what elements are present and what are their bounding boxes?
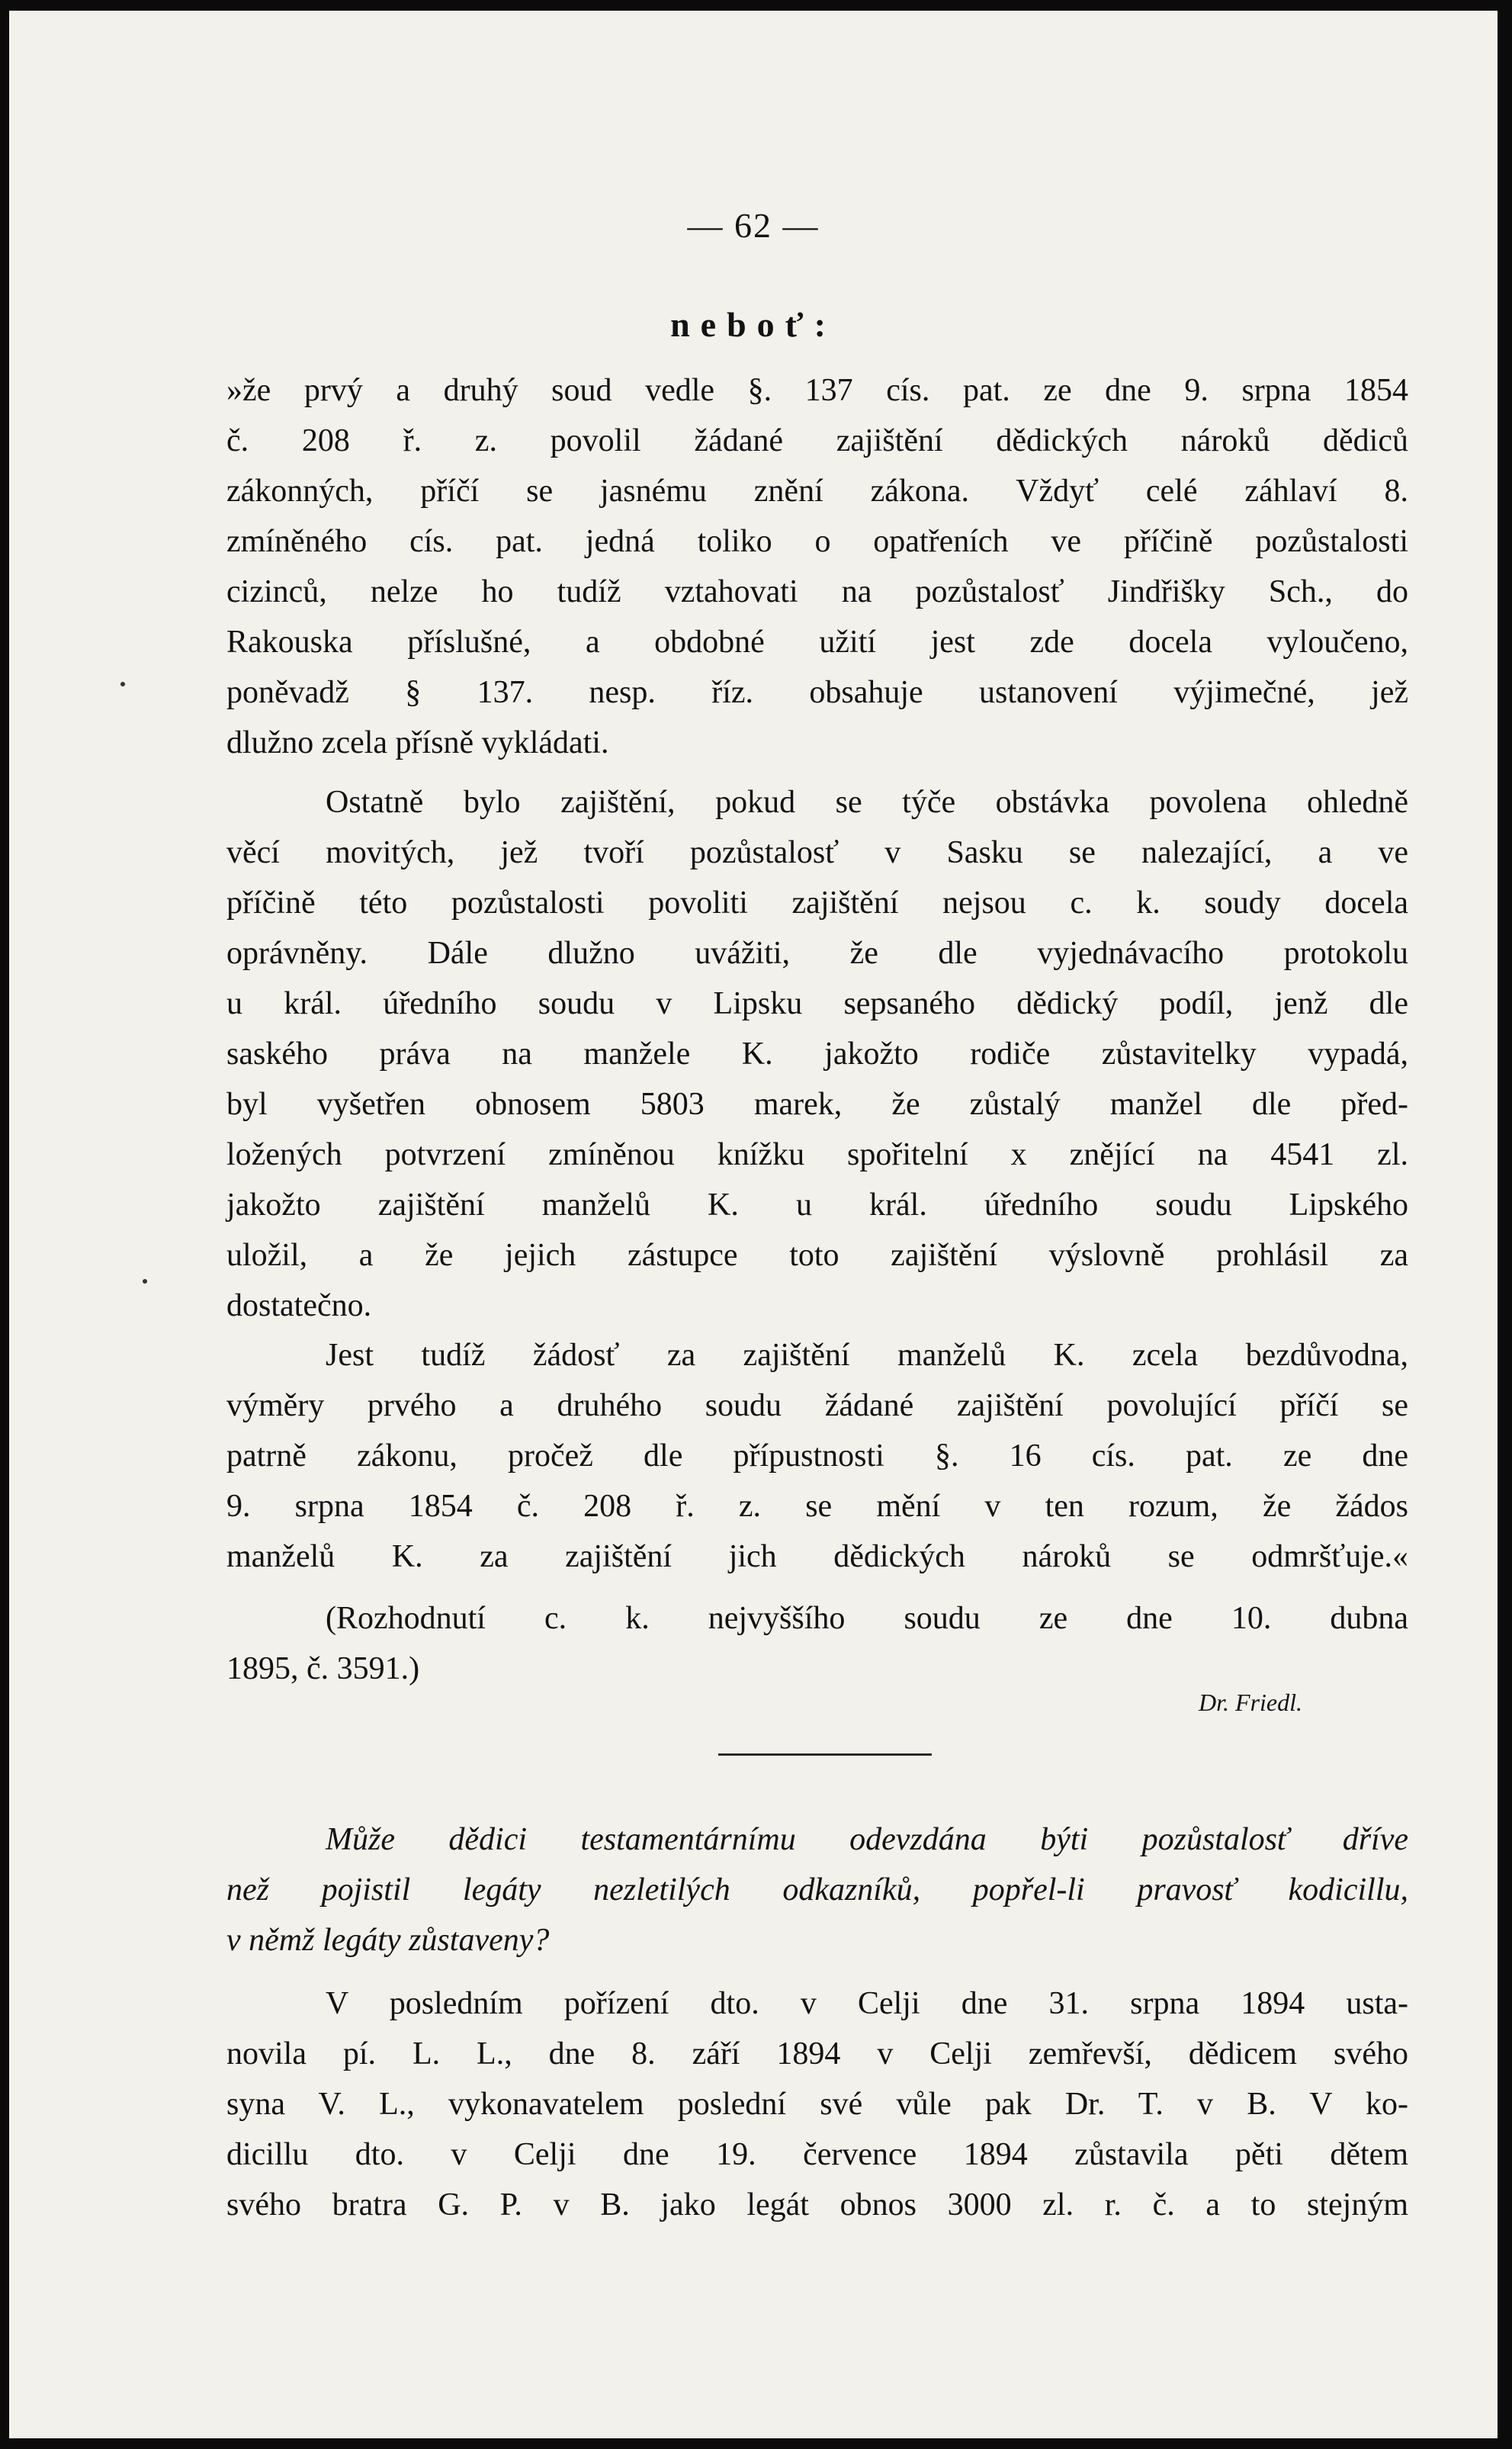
paragraph-4 — [226, 1593, 1408, 1694]
question-paragraph — [226, 1814, 1408, 1965]
text-line: »že prvý a druhý soud vedle §. 137 cís. pat. ze dne 9. srpna 1854 — [226, 373, 1408, 408]
section-divider — [718, 1753, 932, 1756]
text-line: svého bratra G. P. v B. jako legát obnos 3000 zl. r. č. a to stejným — [226, 2187, 1408, 2222]
text-line: v němž legáty zůstaveny? — [226, 1923, 550, 1958]
paragraph-2 — [226, 777, 1408, 1331]
text-line: Může dědici testamentárnímu odevzdána býti pozůstalosť dříve — [326, 1822, 1408, 1857]
text-line: Ostatně bylo zajištění, pokud se týče obstávka povolena ohledně — [326, 785, 1408, 820]
final-paragraph — [226, 1978, 1408, 2230]
text-line: dicillu dto. v Celji dne 19. července 1894 zůstavila pěti dětem — [226, 2137, 1408, 2172]
signature: Dr. Friedl. — [1199, 1689, 1302, 1716]
text-line: oprávněny. Dále dlužno uvážiti, že dle vyjednávacího protokolu — [226, 936, 1408, 971]
text-line: jakožto zajištění manželů K. u král. úředního soudu Lipského — [226, 1188, 1408, 1223]
text-line: věcí movitých, jež tvoří pozůstalosť v Sasku se nalezající, a ve — [226, 835, 1408, 870]
text-line: byl vyšetřen obnosem 5803 marek, že zůstalý manžel dle před- — [226, 1087, 1408, 1122]
scanned-page — [9, 11, 1498, 2438]
text-line: poněvadž § 137. nesp. říz. obsahuje ustanovení výjimečné, jež — [226, 675, 1408, 710]
text-line: u král. úředního soudu v Lipsku sepsaného dědický podíl, jenž dle — [226, 986, 1408, 1021]
text-line: Rakouska příslušné, a obdobné užití jest zde docela vyloučeno, — [226, 625, 1408, 660]
text-line: manželů K. za zajištění jich dědických nároků se odmršťuje.« — [226, 1539, 1408, 1574]
text-line: patrně zákonu, pročež dle přípustnosti §. 16 cís. pat. ze dne — [226, 1438, 1408, 1474]
text-line: výměry prvého a druhého soudu žádané zajištění povolující příčí se — [226, 1388, 1408, 1423]
scan-speck — [143, 1279, 147, 1284]
text-line: syna V. L., vykonavatelem poslední své vůle pak Dr. T. v B. V ko- — [226, 2087, 1408, 2122]
scan-speck — [120, 682, 125, 686]
text-line: dostatečno. — [226, 1288, 372, 1323]
text-line: ložených potvrzení zmíněnou knížku spořitelní x znějící na 4541 zl. — [226, 1137, 1408, 1172]
text-line: zmíněného cís. pat. jedná toliko o opatřeních ve příčině pozůstalosti — [226, 524, 1408, 559]
text-line: zákonných, příčí se jasnému znění zákona. Vždyť celé záhlaví 8. — [226, 474, 1408, 509]
section-heading: neboť: — [670, 305, 836, 344]
text-line: 1895, č. 3591.) — [226, 1651, 420, 1686]
text-line: cizinců, nelze ho tudíž vztahovati na pozůstalosť Jindřišky Sch., do — [226, 574, 1408, 609]
paragraph-1 — [226, 365, 1408, 768]
paragraph-3 — [226, 1330, 1408, 1582]
text-line: Jest tudíž žádosť za zajištění manželů K. zcela bezdůvodna, — [326, 1338, 1408, 1373]
text-line: (Rozhodnutí c. k. nejvyššího soudu ze dne 10. dubna — [326, 1601, 1408, 1636]
text-line: 9. srpna 1854 č. 208 ř. z. se mění v ten rozum, že žádos — [226, 1489, 1408, 1524]
text-line: dlužno zcela přísně vykládati. — [226, 725, 609, 760]
text-line: uložil, a že jejich zástupce toto zajištění výslovně prohlásil za — [226, 1238, 1408, 1273]
text-line: příčině této pozůstalosti povoliti zajištění nejsou c. k. soudy docela — [226, 885, 1408, 921]
text-line: saského práva na manžele K. jakožto rodiče zůstavitelky vypadá, — [226, 1036, 1408, 1072]
text-line: V posledním pořízení dto. v Celji dne 31. srpna 1894 usta- — [326, 1986, 1408, 2021]
page-number: — 62 — — [687, 206, 820, 245]
text-line: č. 208 ř. z. povolil žádané zajištění dědických nároků dědiců — [226, 423, 1408, 458]
text-line: než pojistil legáty nezletilých odkazníků, popřel-li pravosť kodicillu, — [226, 1872, 1408, 1907]
text-line: novila pí. L. L., dne 8. září 1894 v Celji zemřevší, dědicem svého — [226, 2036, 1408, 2071]
